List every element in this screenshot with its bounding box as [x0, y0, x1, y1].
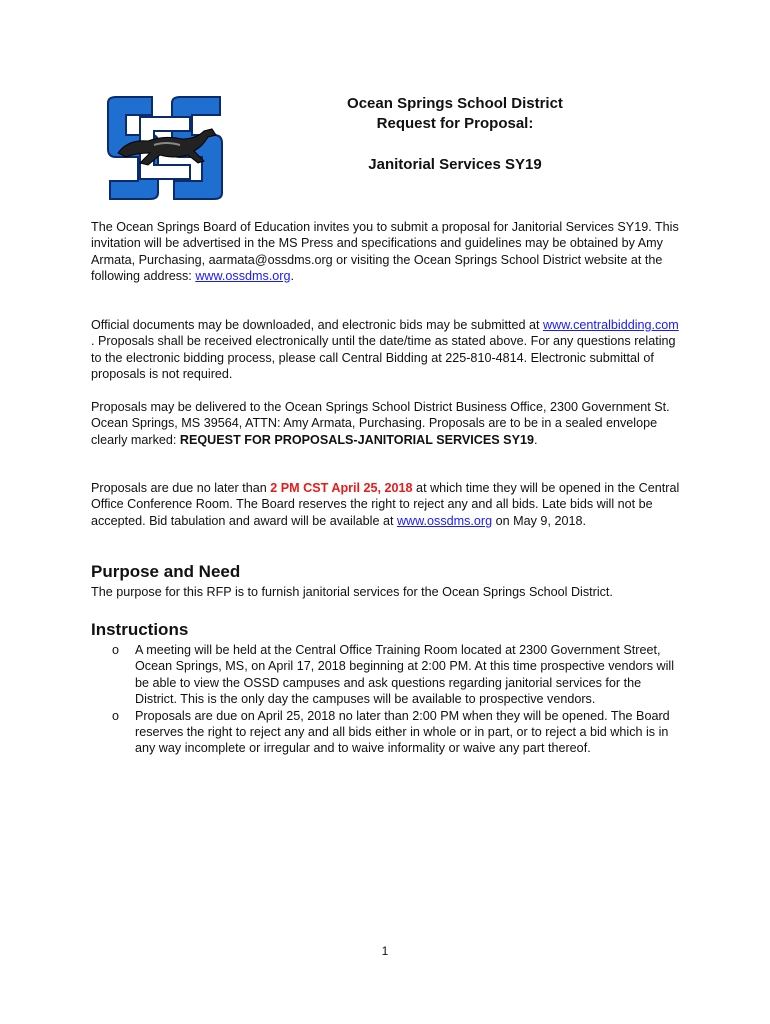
title-line-district: Ocean Springs School District: [347, 95, 563, 112]
ocean-springs-greyhound-logo-icon: [104, 95, 226, 201]
delivery-tail: .: [534, 432, 538, 447]
intro-paragraph: [91, 219, 685, 285]
bullet-icon: o: [112, 643, 120, 657]
instruction-text: Proposals are due on April 25, 2018 no later than 2:00 PM when they will be opened. The Board reserves the right to reject any and all bids either in whole or in part, or to reject a bid which is in any way incomplete or irregular and to waive informality or waive any part thereof.: [135, 708, 670, 756]
intro-text: The Ocean Springs Board of Education invites you to submit a proposal for Janitorial Services SY19. This invitation will be advertised in the MS Press and specifications and guidelines may be obtained by Amy Armata, Purchasing, aarmata@ossdms.org or visiting the Ocean Springs School District website at the following address:: [91, 220, 679, 284]
delivery-paragraph: [91, 399, 685, 448]
bullet-icon: o: [112, 708, 120, 723]
due-date-paragraph: [91, 480, 685, 529]
intro-tail: .: [290, 269, 294, 284]
document-title: [300, 94, 610, 175]
electronic-pre: Official documents may be downloaded, and electronic bids may be submitted at: [91, 318, 543, 332]
list-item: [91, 642, 685, 708]
list-item: [91, 708, 685, 757]
purpose-heading: Purpose and Need: [91, 562, 241, 581]
due-deadline: 2 PM CST April 25, 2018: [270, 481, 413, 495]
delivery-text: Proposals may be delivered to the Ocean Springs School District Business Office, 2300 Government St. Ocean Springs, MS 39564, ATTN: Amy Armata, Purchasing. Proposals are to be in a sealed envelope clearly marked:: [91, 400, 670, 447]
due-pre: Proposals are due no later than: [91, 481, 271, 495]
due-post: on May 9, 2018.: [492, 513, 586, 528]
page-number: 1: [381, 944, 389, 958]
due-mid: at which time they will be opened in the Central Office Conference Room. The Board reserves the right to reject any and all bids. Late bids will not be accepted. Bid tabulation and award will be available at: [91, 481, 680, 528]
electronic-post: . Proposals shall be received electronically until the date/time as stated above. For any questions relating to the electronic bidding process, please call Central Bidding at 225-810-4814. Electronic submittal of proposals is not required.: [91, 334, 676, 382]
purpose-paragraph: The purpose for this RFP is to furnish janitorial services for the Ocean Springs School District.: [91, 585, 613, 599]
envelope-marking: REQUEST FOR PROPOSALS-JANITORIAL SERVICES SY19: [179, 432, 534, 447]
instructions-list: [91, 642, 685, 757]
instruction-text: A meeting will be held at the Central Office Training Room located at 2300 Government Street, Ocean Springs, MS, on April 17, 2018 beginning at 2:00 PM. At this time prospective vendors will be able to view the OSSD campuses and ask questions regarding janitorial services for the District. This is the only day the campuses will be available to prospective vendors.: [135, 643, 675, 707]
central-bidding-link[interactable]: www.centralbidding.com: [543, 318, 679, 332]
instructions-heading: Instructions: [91, 620, 189, 639]
ossd-website-link-2[interactable]: www.ossdms.org: [396, 513, 493, 528]
electronic-bidding-paragraph: [91, 317, 685, 383]
title-subtitle: Janitorial Services SY19: [368, 156, 542, 173]
title-line-rfp: Request for Proposal:: [376, 115, 534, 132]
ossd-website-link[interactable]: www.ossdms.org: [195, 269, 291, 284]
